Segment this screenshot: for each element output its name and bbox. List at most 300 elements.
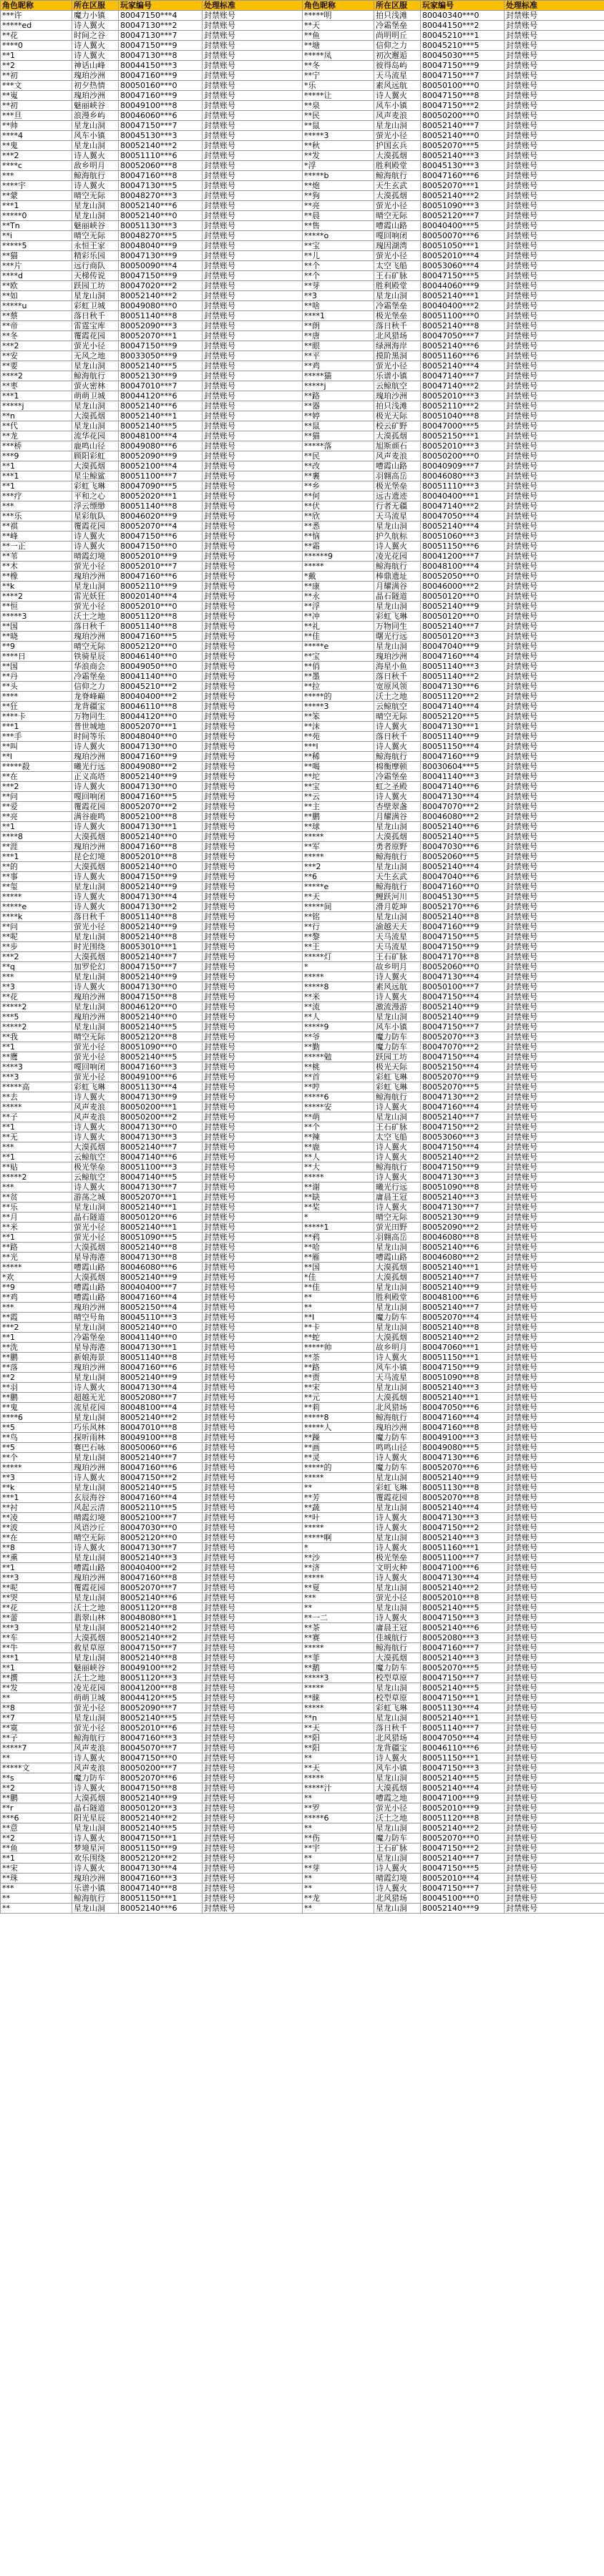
player-id-cell: 80046080***3 xyxy=(421,471,505,481)
server-cell: 鲸海航行 xyxy=(72,171,119,181)
action-cell: 封禁账号 xyxy=(505,251,604,261)
action-cell: 封禁账号 xyxy=(505,1864,604,1874)
server-cell: 诗人翼火 xyxy=(72,1092,119,1102)
server-cell: 敌乡明月 xyxy=(72,161,119,171)
table-row xyxy=(1,682,604,692)
server-cell: 诗人翼火 xyxy=(72,742,119,752)
action-cell: 封禁账号 xyxy=(505,1884,604,1894)
nickname-cell: ***** xyxy=(303,1683,374,1693)
server-cell: 星尘鲸鲨 xyxy=(72,471,119,481)
server-cell: 晴空无际 xyxy=(72,1032,119,1042)
player-id-cell: 80051140***9 xyxy=(421,732,505,742)
nickname-cell: **啥 xyxy=(303,301,374,311)
nickname-cell: **儿 xyxy=(303,251,374,261)
nickname-cell: **米 xyxy=(303,992,374,1002)
table-row xyxy=(1,942,604,952)
server-cell: 王石矿脉 xyxy=(374,271,421,281)
action-cell: 封禁账号 xyxy=(505,942,604,952)
nickname-cell: **婷 xyxy=(303,411,374,421)
nickname-cell: **塘 xyxy=(303,41,374,51)
player-id-cell: 80047150***0 xyxy=(119,542,203,552)
table-row xyxy=(1,1543,604,1553)
nickname-cell: **流 xyxy=(303,1002,374,1012)
nickname-cell: **笨 xyxy=(303,712,374,722)
server-cell: 诗人翼火 xyxy=(374,972,421,982)
server-cell: 北风猎场 xyxy=(374,1403,421,1413)
player-id-cell: 80052080***7 xyxy=(119,1393,203,1403)
nickname-cell: **平 xyxy=(303,351,374,361)
server-cell: 星龙山洞 xyxy=(72,1373,119,1383)
nickname-cell: **何 xyxy=(303,491,374,501)
action-cell: 封禁账号 xyxy=(203,1833,303,1843)
nickname-cell: **哈 xyxy=(303,1243,374,1253)
player-id-cell: 80046080***6 xyxy=(119,1263,203,1273)
nickname-cell: *****8 xyxy=(303,1413,374,1423)
table-row xyxy=(1,1483,604,1493)
nickname-cell: **1 xyxy=(1,1563,72,1573)
server-cell: 风车小镇 xyxy=(374,1363,421,1373)
nickname-cell: **月 xyxy=(1,1213,72,1223)
action-cell: 封禁账号 xyxy=(505,471,604,481)
player-id-cell: 80047150***2 xyxy=(119,1473,203,1483)
player-id-cell: 80051130***4 xyxy=(421,1703,505,1713)
nickname-cell: **恒 xyxy=(1,602,72,612)
nickname-cell: **宋 xyxy=(303,1383,374,1393)
action-cell: 封禁账号 xyxy=(505,61,604,71)
nickname-cell: **罗 xyxy=(303,1803,374,1813)
server-cell: 星导海港 xyxy=(72,1343,119,1353)
table-row xyxy=(1,501,604,511)
nickname-cell: **霜 xyxy=(303,542,374,552)
action-cell: 封禁账号 xyxy=(203,1813,303,1823)
action-cell: 封禁账号 xyxy=(505,1713,604,1723)
server-cell: 诗人翼火 xyxy=(72,1473,119,1483)
action-cell: 封禁账号 xyxy=(505,962,604,972)
action-cell: 封禁账号 xyxy=(505,572,604,582)
server-cell: 星龙山洞 xyxy=(72,401,119,411)
action-cell: 封禁账号 xyxy=(203,1763,303,1773)
server-cell: 翡翠山林 xyxy=(72,1613,119,1623)
player-id-cell: 80052070***5 xyxy=(421,141,505,151)
nickname-cell: **嵬 xyxy=(1,91,72,101)
server-cell: 流星花园 xyxy=(72,1403,119,1413)
action-cell: 封禁账号 xyxy=(505,1223,604,1233)
server-cell: 庸晨王冠 xyxy=(374,1192,421,1203)
player-id-cell: 80052140***5 xyxy=(119,1483,203,1493)
player-id-cell: 80051110***6 xyxy=(119,151,203,161)
player-id-cell: 80052120***8 xyxy=(119,1032,203,1042)
nickname-cell: **哼 xyxy=(303,1082,374,1092)
action-cell: 封禁账号 xyxy=(203,261,303,271)
action-cell: 封禁账号 xyxy=(505,1813,604,1823)
server-cell: 风声麦浪 xyxy=(374,111,421,121)
action-cell: 封禁账号 xyxy=(505,1433,604,1443)
server-cell: 风声麦浪 xyxy=(374,451,421,461)
server-cell: 萤光小径 xyxy=(374,201,421,211)
action-cell: 封禁账号 xyxy=(203,1393,303,1403)
server-cell: 神话山峰 xyxy=(72,61,119,71)
server-cell: 嘎回响闭 xyxy=(72,792,119,802)
nickname-cell: ***6 xyxy=(1,1813,72,1823)
table-row xyxy=(1,341,604,351)
action-cell: 封禁账号 xyxy=(203,81,303,91)
server-cell: 天马流星 xyxy=(374,511,421,521)
header-server-right: 所在区服 xyxy=(374,1,421,11)
nickname-cell: ***2 xyxy=(1,1323,72,1333)
action-cell: 封禁账号 xyxy=(203,311,303,321)
server-cell: 诗人翼火 xyxy=(374,992,421,1002)
action-cell: 封禁账号 xyxy=(203,1433,303,1443)
server-cell: 极光天际 xyxy=(374,411,421,421)
action-cell: 封禁账号 xyxy=(203,1223,303,1233)
player-id-cell: 80052140***6 xyxy=(421,341,505,351)
action-cell: 封禁账号 xyxy=(203,1042,303,1052)
table-row xyxy=(1,532,604,542)
nickname-cell: **初 xyxy=(1,101,72,111)
player-id-cell: 80052140***7 xyxy=(119,1453,203,1463)
nickname-cell: ***1 xyxy=(1,1653,72,1663)
player-id-cell: 80051090***3 xyxy=(421,201,505,211)
server-cell: 彩虹飞琳 xyxy=(374,1703,421,1713)
nickname-cell: **赛 xyxy=(303,1633,374,1643)
player-id-cell: 80052150***1 xyxy=(421,431,505,441)
nickname-cell: **头 xyxy=(1,682,72,692)
action-cell: 封禁账号 xyxy=(505,81,604,91)
player-id-cell: 80052140***7 xyxy=(119,1142,203,1152)
action-cell: 封禁账号 xyxy=(203,792,303,802)
nickname-cell: **步 xyxy=(1,942,72,952)
action-cell: 封禁账号 xyxy=(203,1533,303,1543)
player-id-cell: 80047140***7 xyxy=(421,371,505,381)
nickname-cell: ***疗 xyxy=(1,491,72,501)
nickname-cell: **米 xyxy=(1,1223,72,1233)
nickname-cell: *****e xyxy=(303,882,374,892)
player-id-cell: 80047150***7 xyxy=(421,71,505,81)
player-id-cell: 80047160***9 xyxy=(119,71,203,81)
table-row xyxy=(1,11,604,21)
action-cell: 封禁账号 xyxy=(203,1473,303,1483)
action-cell: 封禁账号 xyxy=(203,441,303,451)
action-cell: 封禁账号 xyxy=(203,1793,303,1803)
player-id-cell: 80049080***0 xyxy=(119,301,203,311)
table-row xyxy=(1,902,604,912)
player-id-cell: 80052140***5 xyxy=(421,1773,505,1783)
nickname-cell: **天 xyxy=(303,1723,374,1733)
table-row xyxy=(1,521,604,532)
server-cell: 瑰珀沙洲 xyxy=(374,391,421,401)
table-row xyxy=(1,1603,604,1613)
table-row xyxy=(1,1293,604,1303)
server-cell: 瑰珀沙洲 xyxy=(72,992,119,1002)
action-cell: 封禁账号 xyxy=(203,1543,303,1553)
server-cell: 诗人翼火 xyxy=(72,151,119,161)
server-cell: 萌萌卫城 xyxy=(72,1693,119,1703)
action-cell: 封禁账号 xyxy=(203,1072,303,1082)
server-cell: 华浪商会 xyxy=(72,662,119,672)
player-id-cell: 80052010***4 xyxy=(421,1874,505,1884)
player-id-cell: 80044120***0 xyxy=(119,712,203,722)
table-row xyxy=(1,662,604,672)
action-cell: 封禁账号 xyxy=(505,321,604,331)
player-id-cell: 80051160***6 xyxy=(421,351,505,361)
server-cell: 星龙山洞 xyxy=(72,1593,119,1603)
action-cell: 封禁账号 xyxy=(505,1823,604,1833)
action-cell: 封禁账号 xyxy=(203,672,303,682)
player-id-cell: 80047160***3 xyxy=(119,1733,203,1743)
player-id-cell: 80045130***3 xyxy=(119,131,203,141)
server-cell: 落日秋千 xyxy=(72,912,119,922)
server-cell: 瑰珀沙洲 xyxy=(72,572,119,582)
server-cell: 星龙山洞 xyxy=(374,1503,421,1513)
action-cell: 封禁账号 xyxy=(203,1673,303,1683)
server-cell: 星龙山洞 xyxy=(374,1533,421,1543)
server-cell: 星龙山洞 xyxy=(374,1603,421,1613)
action-cell: 封禁账号 xyxy=(203,1553,303,1563)
table-row xyxy=(1,411,604,421)
table-body xyxy=(1,11,604,1914)
server-cell: 萤光小径 xyxy=(72,1233,119,1243)
server-cell: 巧乐风林 xyxy=(72,1423,119,1433)
nickname-cell: **晨 xyxy=(303,211,374,221)
server-cell: 诗人翼火 xyxy=(72,542,119,552)
server-cell: 瑰珀沙洲 xyxy=(72,71,119,81)
table-row xyxy=(1,1673,604,1683)
nickname-cell: **哭 xyxy=(1,1593,72,1603)
nickname-cell: **k xyxy=(1,582,72,592)
action-cell: 封禁账号 xyxy=(505,932,604,942)
action-cell: 封禁账号 xyxy=(203,1663,303,1673)
action-cell: 封禁账号 xyxy=(203,722,303,732)
player-id-cell: 80044150***3 xyxy=(119,61,203,71)
server-cell: 魔力小镇 xyxy=(72,11,119,21)
server-cell: 冷霜堡垒 xyxy=(374,301,421,311)
action-cell: 封禁账号 xyxy=(505,1453,604,1463)
server-cell: 风语沙丘 xyxy=(72,1523,119,1533)
server-cell: 萤光小径 xyxy=(72,1072,119,1082)
nickname-cell: **泉 xyxy=(303,101,374,111)
action-cell: 封禁账号 xyxy=(203,361,303,371)
nickname-cell: **亮 xyxy=(1,812,72,822)
nickname-cell: **菲 xyxy=(303,1653,374,1663)
server-cell: 晴空无际 xyxy=(72,191,119,201)
player-id-cell: 80051100***7 xyxy=(119,471,203,481)
nickname-cell: **人 xyxy=(303,1012,374,1022)
server-cell: 萤光小径 xyxy=(72,341,119,351)
server-cell: 彩虹飞琳 xyxy=(72,481,119,491)
nickname-cell: **墨 xyxy=(303,672,374,682)
player-id-cell: 80048100***4 xyxy=(421,562,505,572)
server-cell: 诗人翼火 xyxy=(72,982,119,992)
nickname-cell: ****c xyxy=(1,161,72,171)
server-cell: 风车小镇 xyxy=(374,1022,421,1032)
nickname-cell: **1 xyxy=(1,51,72,61)
player-id-cell: 80051120***2 xyxy=(421,692,505,702)
action-cell: 封禁账号 xyxy=(203,1563,303,1573)
table-row xyxy=(1,832,604,842)
player-id-cell: 80044060***9 xyxy=(421,281,505,291)
action-cell: 封禁账号 xyxy=(505,1122,604,1132)
nickname-cell: **1 xyxy=(1,1233,72,1243)
nickname-cell: * xyxy=(303,1543,374,1553)
action-cell: 封禁账号 xyxy=(505,271,604,281)
action-cell: 封禁账号 xyxy=(203,642,303,652)
table-row xyxy=(1,1753,604,1763)
server-cell: 晶石隧道 xyxy=(72,1213,119,1223)
table-row xyxy=(1,1713,604,1723)
player-id-cell: 80046080***2 xyxy=(421,1253,505,1263)
player-id-cell: 80052070***9 xyxy=(421,1072,505,1082)
player-id-cell: 80047170***8 xyxy=(421,952,505,962)
player-id-cell: 80052120***2 xyxy=(119,1853,203,1864)
server-cell: 晴霞幻境 xyxy=(72,1513,119,1523)
table-row xyxy=(1,491,604,501)
player-id-cell: 80047160***7 xyxy=(421,1643,505,1653)
server-cell: 萤光小径 xyxy=(72,1723,119,1733)
server-cell: 鲸海航行 xyxy=(374,1092,421,1102)
nickname-cell: **龙 xyxy=(1,431,72,441)
table-row xyxy=(1,1663,604,1673)
table-row xyxy=(1,762,604,772)
action-cell: 封禁账号 xyxy=(505,1793,604,1803)
server-cell: 诗人翼火 xyxy=(72,1132,119,1142)
action-cell: 封禁账号 xyxy=(203,191,303,201)
player-id-cell: 80052010***7 xyxy=(119,562,203,572)
nickname-cell: **1 xyxy=(1,461,72,471)
server-cell: 风声麦浪 xyxy=(72,1102,119,1112)
action-cell: 封禁账号 xyxy=(505,582,604,592)
action-cell: 封禁账号 xyxy=(505,1473,604,1483)
player-id-cell: 80052070***1 xyxy=(421,181,505,191)
table-row xyxy=(1,181,604,191)
player-id-cell: 80051140***8 xyxy=(119,622,203,632)
table-row xyxy=(1,1192,604,1203)
action-cell: 封禁账号 xyxy=(203,1363,303,1373)
server-cell: 诗人翼火 xyxy=(374,1573,421,1583)
player-id-cell: 80047150***9 xyxy=(421,61,505,71)
nickname-cell: **宝 xyxy=(303,782,374,792)
table-row xyxy=(1,1653,604,1663)
action-cell: 封禁账号 xyxy=(505,1333,604,1343)
action-cell: 封禁账号 xyxy=(203,61,303,71)
server-cell: 云鲸航空 xyxy=(374,381,421,391)
action-cell: 封禁账号 xyxy=(505,1403,604,1413)
table-row xyxy=(1,1904,604,1914)
player-id-cell: 80047130***3 xyxy=(421,1172,505,1182)
table-row xyxy=(1,1693,604,1703)
table-row xyxy=(1,1403,604,1413)
player-id-cell: 80047100***6 xyxy=(421,1563,505,1573)
server-cell: 星龙山洞 xyxy=(72,882,119,892)
action-cell: 封禁账号 xyxy=(505,752,604,762)
server-cell: 梦境星河 xyxy=(72,1843,119,1853)
action-cell: 封禁账号 xyxy=(505,131,604,141)
table-row xyxy=(1,822,604,832)
player-id-cell: 80052140***7 xyxy=(119,952,203,962)
action-cell: 封禁账号 xyxy=(505,71,604,81)
server-cell: 棒鼎遗址 xyxy=(374,572,421,582)
server-cell: 胜利殿堂 xyxy=(374,161,421,171)
nickname-cell: ** xyxy=(1,1753,72,1763)
nickname-cell: **佳 xyxy=(303,632,374,642)
action-cell: 封禁账号 xyxy=(505,1293,604,1303)
action-cell: 封禁账号 xyxy=(505,511,604,521)
action-cell: 封禁账号 xyxy=(203,481,303,491)
nickname-cell: *****9 xyxy=(303,1022,374,1032)
table-row xyxy=(1,1503,604,1513)
server-cell: 魅丽峡谷 xyxy=(72,221,119,231)
action-cell: 封禁账号 xyxy=(505,1723,604,1733)
table-row xyxy=(1,401,604,411)
nickname-cell: **事 xyxy=(1,872,72,882)
player-id-cell: 80052090***3 xyxy=(119,321,203,331)
nickname-cell: **谢 xyxy=(303,1182,374,1192)
server-cell: 星龙山洞 xyxy=(72,1483,119,1493)
server-cell: 星龙山洞 xyxy=(72,121,119,131)
nickname-cell: ***3 xyxy=(1,1072,72,1082)
nickname-cell: **国 xyxy=(303,1263,374,1273)
action-cell: 封禁账号 xyxy=(505,1533,604,1543)
server-cell: 诗人翼火 xyxy=(374,1884,421,1894)
nickname-cell: **永 xyxy=(303,592,374,602)
server-cell: 星龙山洞 xyxy=(374,1583,421,1593)
table-row xyxy=(1,1493,604,1503)
server-cell: 大漠孤烟 xyxy=(374,151,421,161)
action-cell: 封禁账号 xyxy=(505,1152,604,1162)
player-id-cell: 80052070***2 xyxy=(119,802,203,812)
server-cell: 星龙山洞 xyxy=(72,211,119,221)
nickname-cell: **贾 xyxy=(303,1373,374,1383)
nickname-cell: **辣 xyxy=(303,1132,374,1142)
server-cell: 曙光行远 xyxy=(374,632,421,642)
server-cell: 校型草原 xyxy=(374,1693,421,1703)
nickname-cell: **2 xyxy=(1,1833,72,1843)
server-cell: 星龙山洞 xyxy=(72,1904,119,1914)
player-id-cell: 80047150***5 xyxy=(421,271,505,281)
action-cell: 封禁账号 xyxy=(505,542,604,552)
player-id-cell: 80052140***9 xyxy=(119,1273,203,1283)
player-id-cell: 80052120***7 xyxy=(421,211,505,221)
nickname-cell: **躁 xyxy=(303,1433,374,1443)
action-cell: 封禁账号 xyxy=(203,341,303,351)
nickname-cell: **元 xyxy=(303,1393,374,1403)
nickname-cell: **玺 xyxy=(1,882,72,892)
player-id-cell: 80052140***5 xyxy=(421,1683,505,1693)
nickname-cell: ** xyxy=(1,1904,72,1914)
action-cell: 封禁账号 xyxy=(505,521,604,532)
server-cell: 星龙山洞 xyxy=(72,1002,119,1012)
server-cell: 萤光小径 xyxy=(72,1223,119,1233)
server-cell: 落日秋千 xyxy=(72,622,119,632)
player-id-cell: 80052140***6 xyxy=(119,1593,203,1603)
action-cell: 封禁账号 xyxy=(505,351,604,361)
nickname-cell: **路 xyxy=(303,391,374,401)
player-id-cell: 80052140***9 xyxy=(421,1904,505,1914)
player-id-cell: 80052140***1 xyxy=(119,1223,203,1233)
server-cell: 冷霜堡垒 xyxy=(72,1333,119,1343)
table-row xyxy=(1,371,604,381)
nickname-cell: **眼 xyxy=(303,341,374,351)
nickname-cell: **熏 xyxy=(1,1553,72,1563)
action-cell: 封禁账号 xyxy=(203,952,303,962)
player-id-cell: 80047160***4 xyxy=(119,1493,203,1503)
nickname-cell: ** xyxy=(303,1874,374,1884)
server-cell: 普世城地 xyxy=(72,722,119,732)
player-id-cell: 80047160***4 xyxy=(421,1413,505,1423)
nickname-cell: **鹰 xyxy=(1,1052,72,1062)
nickname-cell: **鸡 xyxy=(303,361,374,371)
player-id-cell: 80052140***8 xyxy=(421,321,505,331)
server-cell: 尚明明丘 xyxy=(374,31,421,41)
